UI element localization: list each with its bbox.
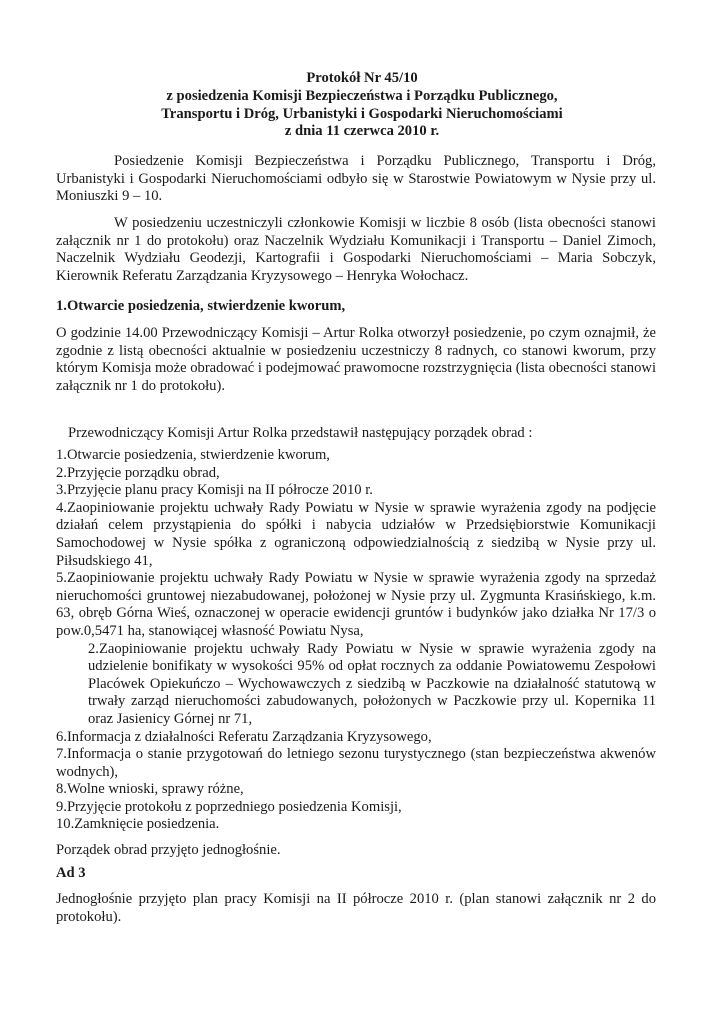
- intro-paragraph-1: Posiedzenie Komisji Bezpieczeństwa i Porządku Publicznego, Transportu i Dróg, Urbanistyki i Gospodarki Nieruchomościami odbyło się w Starostwie Powiatowym w Nysie przy ul. Moniuszki 9 – 10.: [56, 153, 656, 205]
- list-item: 9.Przyjęcie protokołu z poprzedniego posiedzenia Komisji,: [56, 798, 402, 815]
- title-line-3: Transportu i Dróg, Urbanistyki i Gospodarki Nieruchomościami: [161, 105, 563, 122]
- list-item: 10.Zamknięcie posiedzenia.: [56, 816, 220, 833]
- title-line-2: z posiedzenia Komisji Bezpieczeństwa i Porządku Publicznego,: [166, 87, 558, 104]
- list-item: 4.Zaopiniowanie projektu uchwały Rady Powiatu w Nysie w sprawie wyrażenia zgody na podjęcie działań celem przystąpienia do spółki i nabycia udziałów w Przedsiębiorstwie Komunikacji Samochodowej w Nysie spółka z ograniczoną odpowiedzialnością z siedzibą w Nysie przy ul. Piłsudskiego 41,: [56, 499, 656, 569]
- ad-3-paragraph: Jednogłośnie przyjęto plan pracy Komisji na II półrocze 2010 r. (plan stanowi załącznik nr 2 do protokołu).: [56, 891, 656, 925]
- list-item: 2.Przyjęcie porządku obrad,: [56, 464, 220, 481]
- list-item: 8.Wolne wnioski, sprawy różne,: [56, 781, 244, 798]
- title-line-4: z dnia 11 czerwca 2010 r.: [284, 123, 440, 140]
- document-title: [60, 70, 664, 141]
- list-item: 5.Zaopiniowanie projektu uchwały Rady Powiatu w Nysie w sprawie wyrażenia zgody na sprzedaż nieruchomości gruntowej niezabudowanej, położonej w Nysie przy ul. Zygmunta Krasińskiego, k.m. 63, obręb Górna Wieś, oznaczonej w operacie ewidencji gruntów i budynków jako działka Nr 17/3 o pow.0,5471 ha, stanowiącej własność Powiatu Nysa,: [56, 570, 656, 639]
- agenda-intro: Przewodniczący Komisji Artur Rolka przedstawił następujący porządek obrad :: [68, 425, 533, 441]
- list-item: 7.Informacja o stanie przygotowań do letniego sezonu turystycznego (stan bezpieczeństwa akwenów wodnych),: [56, 746, 656, 780]
- list-item: 3.Przyjęcie planu pracy Komisji na II półrocze 2010 r.: [56, 482, 373, 499]
- title-line-1: Protokół Nr 45/10: [306, 70, 418, 86]
- agenda-list: [56, 447, 656, 834]
- section-1-heading: 1.Otwarcie posiedzenia, stwierdzenie kworum,: [56, 298, 346, 314]
- list-item: 6.Informacja z działalności Referatu Zarządzania Kryzysowego,: [56, 728, 432, 745]
- section-1-paragraph: O godzinie 14.00 Przewodniczący Komisji – Artur Rolka otworzył posiedzenie, po czym oznajmił, że zgodnie z listą obecności aktualnie w posiedzeniu uczestniczy 8 radnych, co stanowi kworum, przy którym Komisja może obradować i podejmować prawomocne rozstrzygnięcia (lista obecności stanowi załącznik nr 1 do protokołu).: [56, 325, 656, 394]
- list-item: 1.Otwarcie posiedzenia, stwierdzenie kworum,: [56, 447, 330, 463]
- intro-paragraph-2: W posiedzeniu uczestniczyli członkowie Komisji w liczbie 8 osób (lista obecności stanowi załącznik nr 1 do protokołu) oraz Naczelnik Wydziału Komunikacji i Transportu – Daniel Zimoch, Naczelnik Wydziału Geodezji, Kartografii i Gospodarki Nieruchomościami – Maria Sobczyk, Kierownik Referatu Zarządzania Kryzysowego – Henryka Wołochacz.: [56, 215, 656, 284]
- ad-3-heading: Ad 3: [56, 865, 86, 881]
- agenda-accepted: Porządek obrad przyjęto jednogłośnie.: [56, 842, 281, 858]
- list-item: 2.Zaopiniowanie projektu uchwały Rady Powiatu w Nysie w sprawie wyrażenia zgody na udzielenie bonifikaty w wysokości 95% od opłat rocznych za oddanie Powiatowemu Zespołowi Placówek Opiekuńczo – Wychowawczych z siedzibą w Paczkowie na działalność statutową w trwały zarząd nieruchomości zabudowanych, położonych w Paczkowie przy ul. Kopernika 11 oraz Jasienicy Górnej nr 71,: [88, 640, 656, 727]
